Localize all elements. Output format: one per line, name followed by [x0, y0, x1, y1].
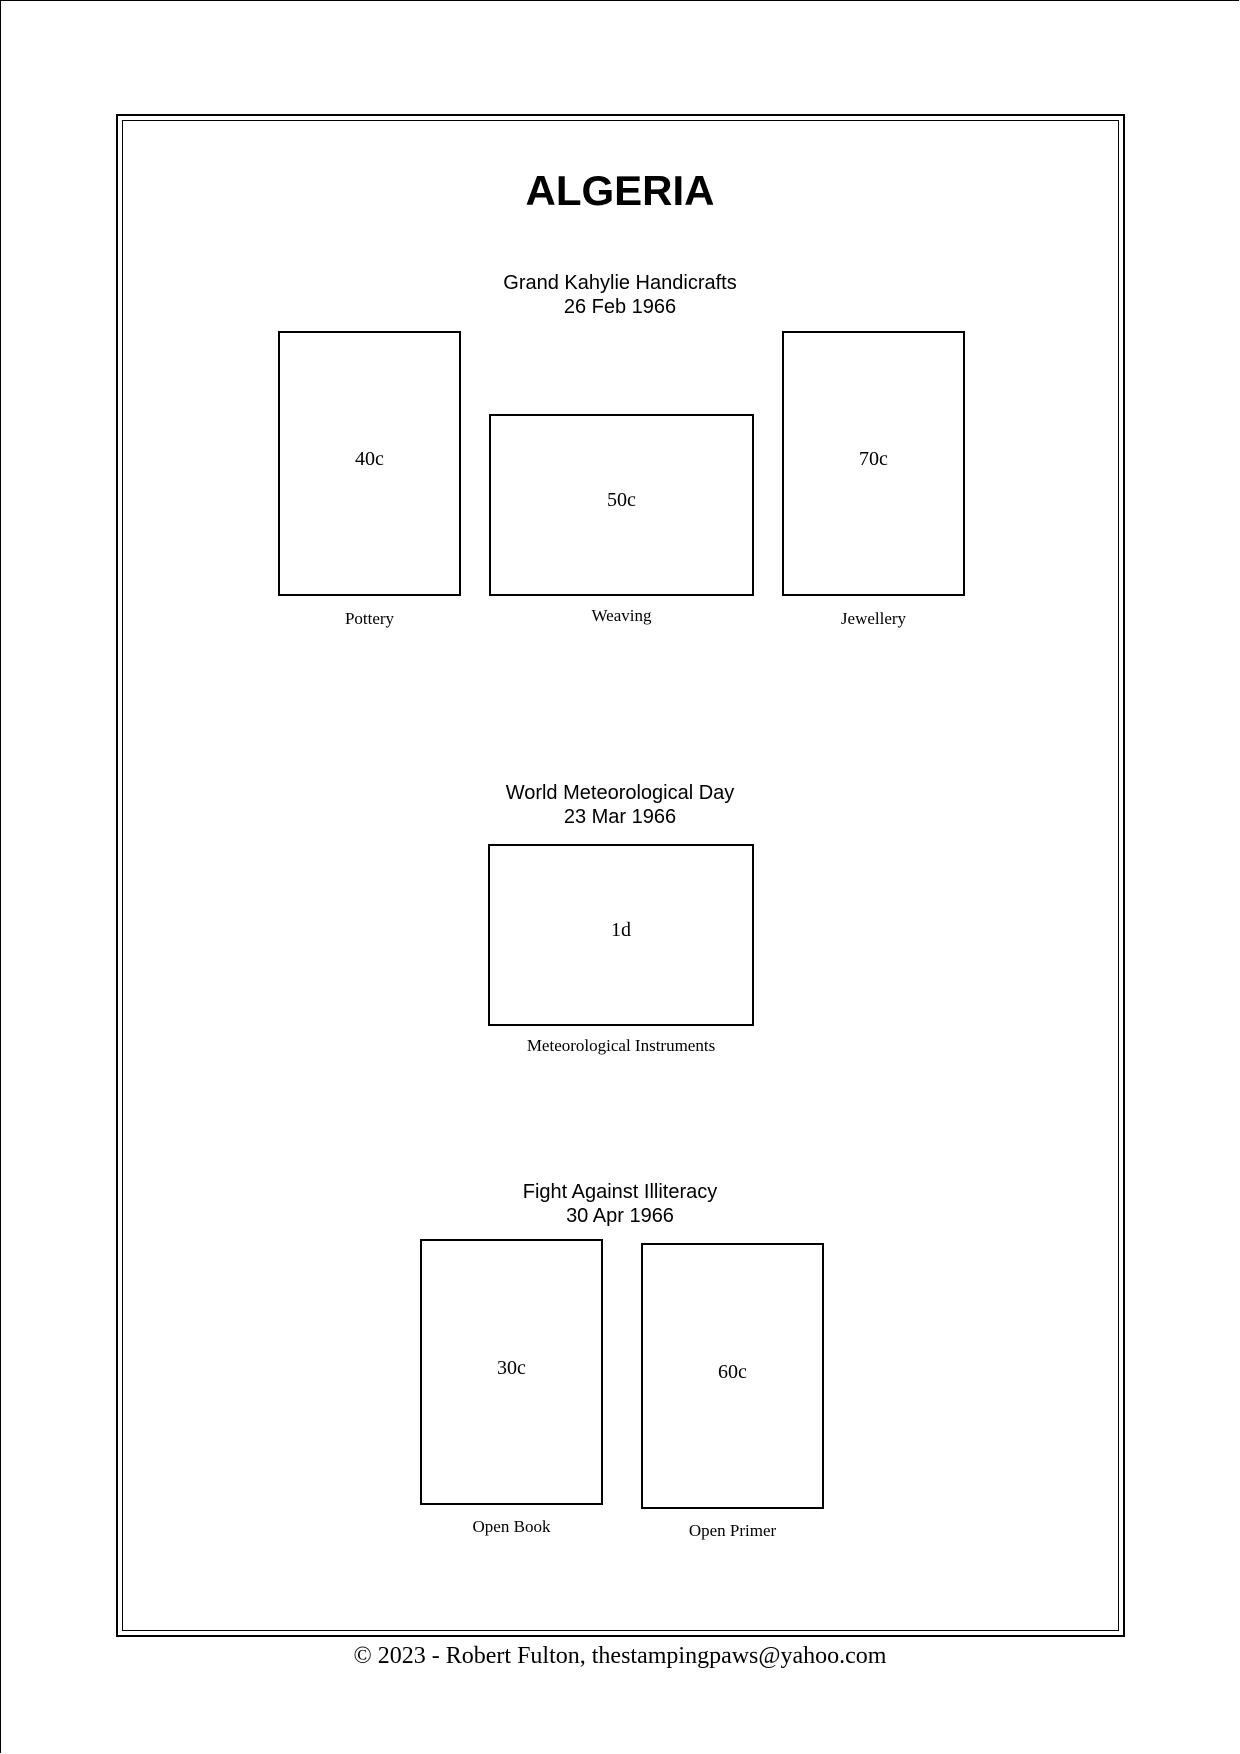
- issue-date: 23 Mar 1966: [563, 806, 677, 828]
- stamp-caption: Jewellery: [840, 609, 907, 628]
- stamp-box: [420, 1239, 603, 1505]
- issue-date: 26 Feb 1966: [563, 296, 677, 318]
- issue-heading: [0, 781, 1240, 829]
- stamp-value: 50c: [607, 489, 636, 511]
- stamp-value: 70c: [859, 448, 888, 470]
- stamp-box: [641, 1243, 824, 1509]
- stamp-caption: Open Book: [472, 1517, 551, 1536]
- stamp-caption: Weaving: [591, 606, 652, 625]
- issue-date: 30 Apr 1966: [566, 1205, 674, 1227]
- issue-name: Grand Kahylie Handicrafts: [503, 272, 737, 294]
- stamp-box: [489, 414, 754, 596]
- stamp-box: [782, 331, 965, 596]
- copyright-footer: © 2023 - Robert Fulton, thestampingpaws@yahoo.com: [353, 1643, 887, 1669]
- stamp-value: 40c: [355, 448, 384, 470]
- issue-name: Fight Against Illiteracy: [522, 1181, 718, 1203]
- stamp-value: 30c: [497, 1357, 526, 1379]
- page-title: ALGERIA: [525, 167, 715, 214]
- stamp-box: [278, 331, 461, 596]
- stamp-caption: Open Primer: [688, 1521, 777, 1540]
- issue-name: World Meteorological Day: [505, 782, 735, 804]
- stamp-value: 1d: [611, 919, 631, 941]
- stamp-value: 60c: [718, 1361, 747, 1383]
- stamp-caption: Meteorological Instruments: [526, 1036, 716, 1055]
- issue-heading: [0, 1180, 1240, 1228]
- issue-heading: [0, 271, 1240, 319]
- stamp-caption: Pottery: [344, 609, 395, 628]
- stamp-box: [488, 844, 754, 1026]
